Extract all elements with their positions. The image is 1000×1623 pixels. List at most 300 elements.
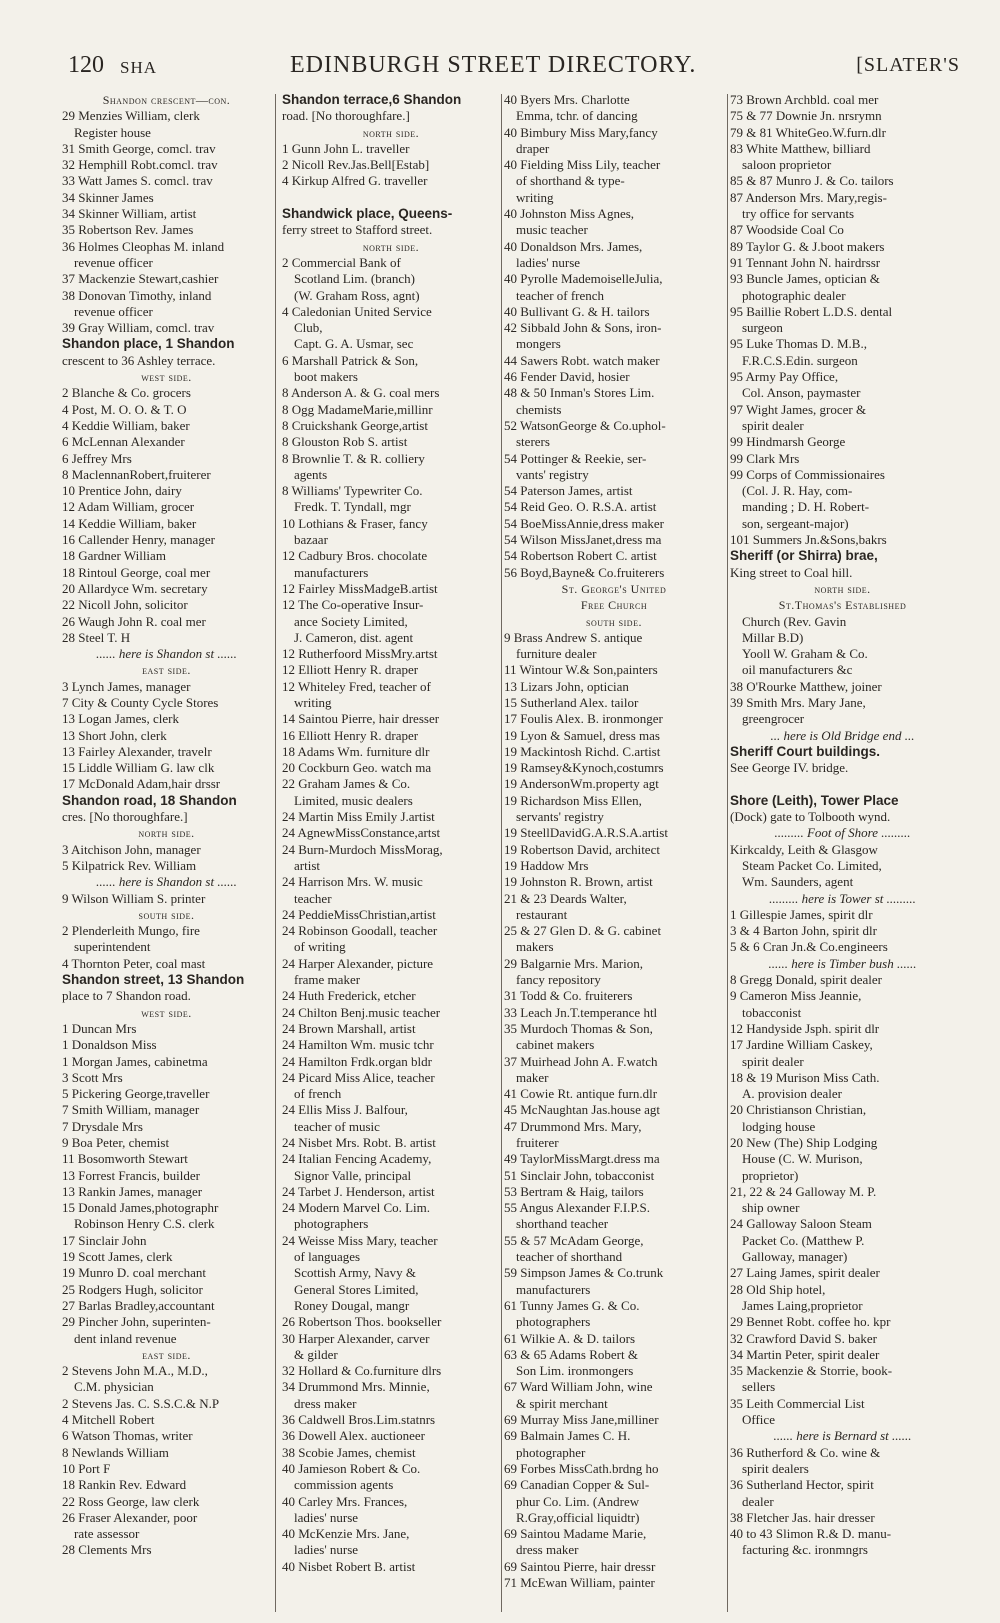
directory-entry: 15 Liddle William G. law clk [62,760,215,776]
entry-continuation: teacher of french [516,287,605,303]
entry-continuation: teacher of music [294,1118,380,1134]
directory-entry: 93 Buncle James, optician & [730,271,880,287]
section-label: south side. [138,907,195,922]
directory-entry: 61 Tunny James G. & Co. [504,1297,640,1313]
directory-entry: 19 Richardson Miss Ellen, [504,792,642,808]
entry-continuation: Wm. Saunders, agent [742,874,854,890]
section-label: east side. [142,663,191,678]
column-divider [727,94,728,1612]
entry-continuation: writing [516,189,554,205]
entry-continuation: R.Gray,official liquidtr) [516,1509,640,1525]
directory-entry: 12 Fairley MissMadgeB.artist [282,580,438,596]
directory-entry: 34 Skinner James [62,189,154,205]
entry-continuation: oil manufacturers &c [742,662,853,678]
directory-entry: 12 Handyside Jsph. spirit dlr [730,1020,880,1036]
directory-entry: 13 Forrest Francis, builder [62,1167,200,1183]
directory-entry: 54 BoeMissAnnie,dress maker [504,515,664,531]
directory-entry: 3 Lynch James, manager [62,678,191,694]
directory-entry: 19 Robertson David, architect [504,841,660,857]
entry-continuation: & spirit merchant [516,1395,608,1411]
entry-continuation: Emma, tchr. of dancing [516,108,638,124]
directory-entry: 7 City & County Cycle Stores [62,694,219,710]
section-label: Shandon crescent—con. [102,93,231,107]
directory-entry: 2 Stevens Jas. C. S.S.C.& N.P [62,1395,220,1411]
directory-entry: 40 Pyrolle MademoiselleJulia, [504,271,663,287]
directory-entry: 13 Lizars John, optician [504,678,629,694]
entry-continuation: dent inland revenue [74,1330,177,1346]
directory-entry: 4 Thornton Peter, coal mast [62,955,206,971]
directory-entry: 8 Anderson A. & G. coal mers [282,385,440,401]
entry-continuation: revenue officer [74,254,153,270]
entry-continuation: mongers [516,336,561,352]
directory-entry: 6 McLennan Alexander [62,434,185,450]
entry-continuation: writing [294,694,332,710]
entry-continuation: Son Lim. ironmongers [516,1363,634,1379]
directory-entry: 8 Cruickshank George,artist [282,417,428,433]
street-marker: ......... Foot of Shore ......... [774,825,911,841]
entry-continuation: manufacturers [294,564,369,580]
directory-entry: 27 Laing James, spirit dealer [730,1265,880,1281]
entry-continuation: fruiterer [516,1135,559,1150]
entry-continuation: surgeon [742,320,783,336]
directory-entry: 39 Smith Mrs. Mary Jane, [730,694,866,710]
directory-entry: 54 Reid Geo. O. R.S.A. artist [504,499,657,515]
directory-column-1 [62,92,271,1617]
directory-entry: 24 Galloway Saloon Steam [730,1216,872,1232]
entry-continuation: Register house [74,124,151,140]
directory-entry: 33 Leach Jn.T.temperance htl [504,1004,658,1020]
directory-entry: 24 Picard Miss Alice, teacher [282,1069,435,1085]
directory-entry: 30 Harper Alexander, carver [282,1330,430,1346]
directory-entry: 8 Ogg MadameMarie,millinr [282,401,433,417]
entry-continuation: Capt. G. A. Usmar, sec [294,336,414,352]
entry-continuation: rate assessor [74,1526,140,1542]
entry-continuation: frame maker [294,972,361,988]
directory-entry: 83 White Matthew, billiard [730,140,871,156]
directory-entry: 45 McNaughtan Jas.house agt [504,1102,660,1118]
directory-entry: 42 Sibbald John & Sons, iron- [504,320,662,336]
entry-continuation: phur Co. Lim. (Andrew [516,1493,640,1509]
directory-entry: 15 Donald James,photographr [62,1200,219,1216]
directory-entry: 24 Tarbet J. Henderson, artist [282,1183,435,1199]
directory-entry: 40 Byers Mrs. Charlotte [504,92,630,107]
section-label: north side. [814,581,871,596]
directory-entry: 40 McKenzie Mrs. Jane, [282,1526,410,1542]
directory-entry: 5 Kilpatrick Rev. William [62,857,197,873]
entry-continuation: spirit dealer [742,1053,804,1069]
directory-entry: 67 Ward William John, wine [504,1379,653,1395]
directory-entry: King street to Coal hill. [730,564,853,580]
directory-entry: 18 Rintoul George, coal mer [62,564,211,580]
directory-entry: 17 McDonald Adam,hair drssr [62,776,221,792]
directory-entry: 24 Italian Fencing Academy, [282,1151,432,1167]
directory-entry: 40 Fielding Miss Lily, teacher [504,157,661,173]
directory-entry: 54 Pottinger & Reekie, ser- [504,450,647,466]
directory-entry: 38 Fletcher Jas. hair dresser [730,1509,875,1525]
directory-entry: 36 Holmes Cleophas M. inland [62,238,225,254]
entry-continuation: bazaar [294,532,328,548]
entry-continuation: photographer [516,1444,586,1460]
directory-entry: 2 Plenderleith Mungo, fire [62,923,200,939]
street-marker: ......... here is Tower st ......... [769,890,916,906]
directory-entry: 47 Drummond Mrs. Mary, [504,1118,642,1134]
entry-continuation: James Laing,proprietor [742,1297,863,1313]
directory-entry: 4 Post, M. O. O. & T. O [62,401,187,417]
directory-entry: 55 & 57 McAdam George, [504,1232,644,1248]
directory-entry: 3 & 4 Barton John, spirit dlr [730,923,877,939]
entry-continuation: artist [294,857,320,873]
entry-continuation: Club, [294,320,323,336]
section-label: west side. [141,370,192,385]
directory-entry: 12 Adam William, grocer [62,499,195,515]
directory-entry: 38 Scobie James, chemist [282,1444,416,1460]
directory-entry: 24 Burn-Murdoch MissMorag, [282,841,443,857]
directory-entry: 10 Port F [62,1460,111,1476]
directory-entry: 24 AgnewMissConstance,artst [282,825,441,841]
directory-entry: 40 Jamieson Robert & Co. [282,1460,421,1476]
directory-entry: 18 Rankin Rev. Edward [62,1477,187,1493]
directory-entry: 63 & 65 Adams Robert & [504,1346,638,1362]
street-heading: Shandon road, 18 Shandon [62,792,237,808]
directory-entry: 18 & 19 Murison Miss Cath. [730,1069,880,1085]
directory-entry: 8 Newlands William [62,1444,169,1460]
entry-continuation: boot makers [294,369,358,385]
directory-entry: 9 Wilson William S. printer [62,890,206,906]
entry-continuation: dress maker [294,1395,357,1411]
directory-entry: place to 7 Shandon road. [62,988,191,1004]
section-code: SHA [120,58,158,77]
directory-entry: 36 Sutherland Hector, spirit [730,1477,874,1493]
directory-entry: 54 Robertson Robert C. artist [504,548,657,564]
directory-entry: 61 Wilkie A. & D. tailors [504,1330,636,1346]
page-title: EDINBURGH STREET DIRECTORY. [290,52,697,78]
directory-entry: 69 Balmain James C. H. [504,1428,631,1444]
directory-entry: 21, 22 & 24 Galloway M. P. [730,1183,877,1199]
directory-entry: 24 Hamilton Frdk.organ bldr [282,1053,432,1069]
directory-entry: 21 & 23 Deards Walter, [504,890,627,906]
directory-entry: 40 Bullivant G. & H. tailors [504,303,650,319]
directory-entry: 20 Cockburn Geo. watch ma [282,760,432,776]
directory-entry: 24 Martin Miss Emily J.artist [282,809,435,825]
directory-entry: 69 Murray Miss Jane,milliner [504,1412,659,1428]
street-heading: Shore (Leith), Tower Place [730,792,899,808]
directory-entry: 48 & 50 Inman's Stores Lim. [504,385,655,401]
directory-entry: 19 SteellDavidG.A.R.S.A.artist [504,825,668,841]
directory-entry: 69 Canadian Copper & Sul- [504,1477,650,1493]
directory-entry: 89 Taylor G. & J.boot makers [730,238,885,254]
directory-entry: 34 Martin Peter, spirit dealer [730,1346,880,1362]
section-label: St. George's United [561,581,667,596]
entry-continuation: Steam Packet Co. Limited, [742,857,882,873]
entry-continuation: Signor Valle, principal [294,1167,412,1183]
directory-entry: Kirkcaldy, Leith & Glasgow [730,841,878,857]
entry-continuation: music teacher [516,222,588,238]
directory-entry: 9 Boa Peter, chemist [62,1135,170,1150]
directory-entry: 49 TaylorMissMargt.dress ma [504,1151,660,1167]
entry-continuation: Robinson Henry C.S. clerk [74,1216,215,1232]
directory-entry: 28 Steel T. H [62,629,131,645]
entry-continuation: teacher [294,890,332,906]
directory-entry: 24 Chilton Benj.music teacher [282,1004,441,1020]
directory-entry: 12 Rutherfoord MissMry.artst [282,646,438,662]
entry-continuation: ladies' nurse [294,1542,359,1558]
directory-entry: See George IV. bridge. [730,760,849,776]
entry-continuation: furniture dealer [516,646,597,662]
directory-entry: 8 Glouston Rob S. artist [282,434,408,450]
street-marker: ...... here is Shandon st ...... [96,646,237,662]
directory-entry: 16 Callender Henry, manager [62,532,215,548]
entry-continuation: (W. Graham Ross, agnt) [294,287,420,303]
directory-entry: 11 Wintour W.& Son,painters [504,662,658,678]
entry-continuation: of french [294,1086,342,1102]
directory-entry: 19 Scott James, clerk [62,1249,173,1265]
entry-continuation: teacher of shorthand [516,1249,623,1265]
directory-entry: 12 Whiteley Fred, teacher of [282,678,431,694]
entry-continuation: General Stores Limited, [294,1281,419,1297]
directory-entry: 14 Keddie William, baker [62,515,197,531]
directory-entry: 1 Duncan Mrs [62,1020,137,1036]
directory-entry: 40 Johnston Miss Agnes, [504,206,635,222]
entry-continuation: Church (Rev. Gavin [742,613,847,629]
entry-continuation: Fredk. T. Tyndall, mgr [294,499,411,515]
entry-continuation: agents [294,466,328,482]
directory-entry [282,190,500,206]
directory-entry: 37 Mackenzie Stewart,cashier [62,271,219,287]
entry-continuation: dress maker [516,1542,579,1558]
directory-entry: 20 Allardyce Wm. secretary [62,580,208,596]
directory-column-3 [504,92,724,1617]
entry-continuation: restaurant [516,906,568,922]
directory-entry: 36 Dowell Alex. auctioneer [282,1428,425,1444]
directory-entry: 1 Gillespie James, spirit dlr [730,906,873,922]
entry-continuation: tobacconist [742,1004,802,1020]
street-marker: ...... here is Shandon st ...... [96,874,237,890]
entry-continuation: & gilder [294,1346,338,1362]
directory-entry: 1 Morgan James, cabinetma [62,1053,208,1069]
directory-entry: 29 Bennet Robt. coffee ho. kpr [730,1314,891,1330]
directory-entry: 40 Donaldson Mrs. James, [504,238,643,254]
directory-entry: 8 Brownlie T. & R. colliery [282,450,425,466]
section-label: north side. [362,125,420,140]
directory-entry: 69 Saintou Madame Marie, [504,1526,647,1542]
directory-entry: 35 Leith Commercial List [730,1395,865,1411]
entry-continuation: House (C. W. Murison, [742,1151,863,1167]
directory-entry: 8 Williams' Typewriter Co. [282,483,423,499]
directory-entry: 40 Bimbury Miss Mary,fancy [504,124,658,140]
directory-entry: 28 Clements Mrs [62,1542,152,1558]
directory-entry: 24 Ellis Miss J. Balfour, [282,1102,408,1118]
directory-entry: 36 Caldwell Bros.Lim.statnrs [282,1412,436,1428]
directory-entry: 25 & 27 Glen D. & G. cabinet [504,923,662,939]
directory-entry: 75 & 77 Downie Jn. nrsrymn [730,108,882,124]
directory-entry: 35 Murdoch Thomas & Son, [504,1020,653,1036]
directory-entry: 29 Pincher John, superinten- [62,1314,211,1330]
directory-entry: 51 Sinclair John, tobacconist [504,1167,655,1183]
street-heading: Sheriff Court buildings. [730,743,880,759]
directory-entry: 87 Woodside Coal Co [730,222,844,238]
entry-continuation: maker [516,1069,549,1085]
directory-entry: 14 Saintou Pierre, hair dresser [282,711,440,727]
directory-entry: 95 Army Pay Office, [730,369,839,385]
entry-continuation: try office for servants [742,206,855,222]
directory-entry: 69 Saintou Pierre, hair dressr [504,1558,656,1574]
entry-continuation: draper [516,140,550,156]
entry-continuation: of shorthand & type- [516,173,625,189]
directory-entry: 95 Luke Thomas D. M.B., [730,336,867,352]
directory-entry: 3 Scott Mrs [62,1069,123,1085]
entry-continuation: sterers [516,434,550,450]
directory-entry: 55 Angus Alexander F.I.P.S. [504,1200,650,1216]
directory-entry: ferry street to Stafford street. [282,222,433,238]
section-label: east side. [142,1347,191,1362]
column-divider [275,94,276,1612]
entry-continuation: ladies' nurse [516,254,581,270]
directory-entry: 5 & 6 Cran Jn.& Co.engineers [730,939,888,955]
entry-continuation: Limited, music dealers [294,792,413,808]
street-heading: Sheriff (or Shirra) brae, [730,548,878,564]
directory-entry: 99 Hindmarsh George [730,434,846,450]
entry-continuation: A. provision dealer [742,1086,843,1102]
directory-entry [730,776,955,792]
directory-entry: 4 Kirkup Alfred G. traveller [282,173,428,189]
entry-continuation: facturing &c. ironmngrs [742,1542,868,1558]
entry-continuation: ship owner [742,1200,800,1216]
directory-entry: 40 Carley Mrs. Frances, [282,1493,408,1509]
entry-continuation: photographic dealer [742,287,846,303]
section-label: Free Church [580,598,648,613]
directory-entry: 26 Robertson Thos. bookseller [282,1314,442,1330]
directory-column-2 [282,92,500,1617]
entry-continuation: photographers [294,1216,369,1232]
directory-entry: 17 Foulis Alex. B. ironmonger [504,711,663,727]
entry-continuation: makers [516,939,554,955]
directory-entry: 25 Rodgers Hugh, solicitor [62,1281,203,1297]
directory-entry: 6 Jeffrey Mrs [62,450,132,466]
entry-continuation: spirit dealers [742,1460,809,1476]
entry-continuation: vants' registry [516,466,589,482]
directory-entry: 99 Clark Mrs [730,450,800,466]
directory-entry: 28 Old Ship hotel, [730,1281,826,1297]
directory-entry: 24 Nisbet Mrs. Robt. B. artist [282,1135,436,1150]
directory-entry: 16 Elliott Henry R. draper [282,727,419,743]
directory-entry: 101 Summers Jn.&Sons,bakrs [730,532,887,548]
entry-continuation: lodging house [742,1118,816,1134]
directory-entry: 40 to 43 Slimon R.& D. manu- [730,1526,892,1542]
directory-entry: 8 MaclennanRobert,fruiterer [62,466,211,482]
directory-entry: 7 Drysdale Mrs [62,1118,143,1134]
directory-entry: 54 Wilson MissJanet,dress ma [504,532,662,548]
directory-entry: 1 Donaldson Miss [62,1037,157,1053]
entry-continuation: C.M. physician [74,1379,154,1395]
section-label: north side. [138,826,195,841]
directory-entry: 17 Sinclair John [62,1232,147,1248]
directory-entry: 29 Balgarnie Mrs. Marion, [504,955,644,971]
directory-entry: 7 Smith William, manager [62,1102,200,1118]
directory-entry: cres. [No thoroughfare.] [62,809,188,825]
directory-entry: 24 Brown Marshall, artist [282,1020,416,1036]
directory-entry: 18 Adams Wm. furniture dlr [282,743,430,759]
directory-entry: 35 Mackenzie & Storrie, book- [730,1363,893,1379]
directory-entry: 97 Wight James, grocer & [730,401,867,417]
directory-entry: 18 Gardner William [62,548,166,564]
directory-entry: 44 Sawers Robt. watch maker [504,352,660,368]
directory-entry: 13 Rankin James, manager [62,1183,203,1199]
entry-continuation: Col. Anson, paymaster [742,385,861,401]
directory-entry: 4 Caledonian United Service [282,303,432,319]
directory-entry: 17 Jardine William Caskey, [730,1037,873,1053]
directory-entry: 26 Waugh John R. coal mer [62,613,206,629]
directory-entry: 37 Muirhead John A. F.watch [504,1053,658,1069]
directory-entry: 19 AndersonWm.property agt [504,776,659,792]
section-label: south side. [586,614,642,629]
street-marker: ...... here is Timber bush ...... [768,955,917,971]
directory-entry: 24 Huth Frederick, etcher [282,988,416,1004]
entry-continuation: manding ; D. H. Robert- [742,499,870,515]
entry-continuation: son, sergeant-major) [742,515,849,531]
directory-entry: 34 Drummond Mrs. Minnie, [282,1379,430,1395]
directory-entry: 4 Keddie William, baker [62,417,190,433]
directory-entry: 46 Fender David, hosier [504,369,630,385]
entry-continuation: Yooll W. Graham & Co. [742,646,868,662]
entry-continuation: proprietor) [742,1167,799,1183]
directory-entry: 24 Harrison Mrs. W. music [282,874,423,890]
directory-entry: 35 Robertson Rev. James [62,222,194,238]
entry-continuation: Scotland Lim. (branch) [294,271,415,287]
directory-entry: 32 Hemphill Robt.comcl. trav [62,157,218,173]
entry-continuation: greengrocer [742,711,805,727]
entry-continuation: ance Society Limited, [294,613,408,629]
directory-entry: 1 Gunn John L. traveller [282,140,410,156]
directory-entry: 52 WatsonGeorge & Co.uphol- [504,417,666,433]
entry-continuation: chemists [516,401,562,417]
directory-entry: 40 Nisbet Robert B. artist [282,1558,416,1574]
directory-entry: 56 Boyd,Bayne& Co.fruiterers [504,564,665,580]
directory-entry: 36 Rutherford & Co. wine & [730,1444,881,1460]
street-heading: Shandon street, 13 Shandon [62,972,245,988]
publisher-name: [SLATER'S [856,54,960,76]
directory-entry: 79 & 81 WhiteGeo.W.furn.dlr [730,124,886,140]
entry-continuation: Scottish Army, Navy & [294,1265,416,1281]
directory-entry: 34 Skinner William, artist [62,206,197,222]
entry-continuation: dealer [742,1493,774,1509]
entry-continuation: F.R.C.S.Edin. surgeon [742,352,858,368]
entry-continuation: commission agents [294,1477,394,1493]
entry-continuation: Packet Co. (Matthew P. [742,1232,865,1248]
directory-entry: 2 Blanche & Co. grocers [62,385,191,401]
street-marker: ... here is Old Bridge end ... [770,727,915,743]
directory-entry: 38 Donovan Timothy, inland [62,287,212,303]
section-label: north side. [362,239,420,254]
directory-entry: 32 Crawford David S. baker [730,1330,877,1346]
page-header [60,48,960,88]
entry-continuation: Roney Dougal, mangr [294,1297,410,1313]
entry-continuation: sellers [742,1379,776,1395]
street-heading: Shandon place, 1 Shandon [62,336,235,352]
directory-entry: 24 Harper Alexander, picture [282,955,434,971]
directory-entry: 24 Modern Marvel Co. Lim. [282,1200,431,1216]
entry-continuation: Millar B.D) [742,629,804,645]
directory-entry: 19 Mackintosh Richd. C.artist [504,743,661,759]
directory-entry: 11 Bosomworth Stewart [62,1151,188,1167]
directory-entry: 39 Gray William, comcl. trav [62,320,215,336]
entry-continuation: Office [742,1412,775,1428]
directory-entry: 99 Corps of Commissionaires [730,466,885,482]
street-heading: Shandon terrace,6 Shandon [282,92,462,107]
directory-entry: 9 Brass Andrew S. antique [504,629,643,645]
directory-entry: 32 Hollard & Co.furniture dlrs [282,1363,442,1379]
entry-continuation: J. Cameron, dist. agent [294,629,414,645]
directory-entry: 73 Brown Archbld. coal mer [730,92,879,107]
